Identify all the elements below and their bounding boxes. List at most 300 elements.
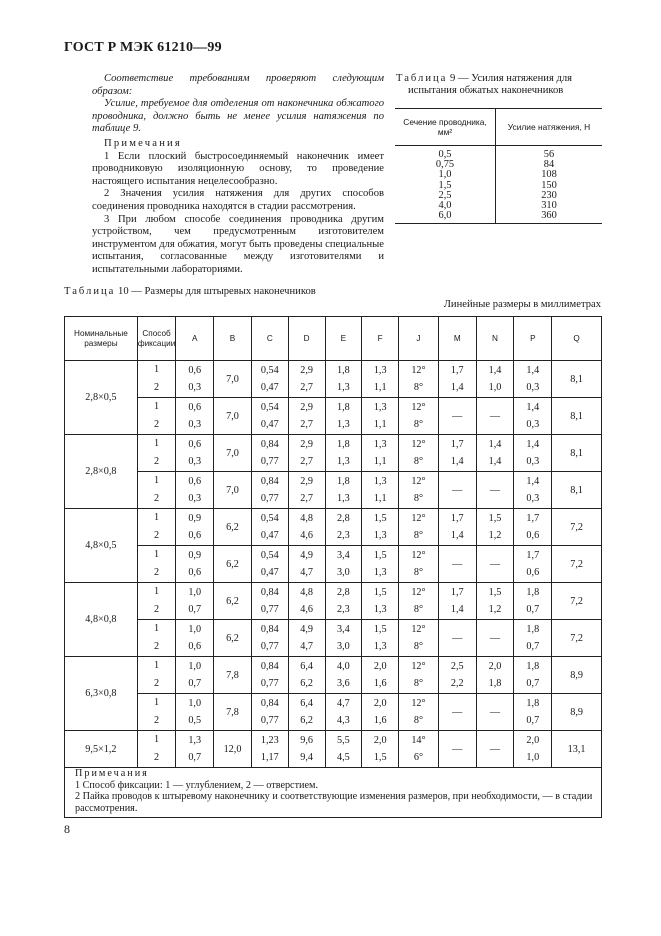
table10-fixation-cell: 1 <box>137 694 175 712</box>
table10-j-cell: 14° <box>399 731 439 749</box>
table10-c-cell: 0,54 <box>251 509 288 527</box>
table10-e-cell: 2,8 <box>325 583 362 601</box>
table10-d-cell: 2,9 <box>288 361 325 379</box>
table10-m-dash: — <box>438 620 476 657</box>
table9-force-cell: 108 <box>541 169 557 181</box>
table10-q-cell: 8,9 <box>552 694 602 731</box>
table10-n-dash: — <box>476 472 514 509</box>
table10-a-cell: 0,7 <box>176 674 214 694</box>
table10-note-2: 2 Пайка проводов к штыревому наконечнику и соответствующие изменения размеров, при необходимости, — в стадии рассмотрения. <box>75 791 593 814</box>
table10-c-cell: 0,47 <box>251 378 288 398</box>
table10-f-cell: 2,0 <box>362 694 399 712</box>
table10-j-cell: 8° <box>399 637 439 657</box>
table10-fixation-cell: 2 <box>137 600 175 620</box>
table10-m-cell: 1,7 <box>438 509 476 527</box>
table10-a-cell: 0,6 <box>176 435 214 453</box>
table10-p-cell: 1,8 <box>514 583 552 601</box>
table10-row <box>65 657 602 675</box>
table10-p-cell: 0,6 <box>514 563 552 583</box>
table10-header-d: D <box>288 317 325 361</box>
table10-row <box>65 748 602 768</box>
table10-c-cell: 0,77 <box>251 711 288 731</box>
table10-f-cell: 1,1 <box>362 378 399 398</box>
table10-f-cell: 2,0 <box>362 731 399 749</box>
table9-section-cell: 1,5 <box>395 181 496 191</box>
table10-c-cell: 0,84 <box>251 472 288 490</box>
table10-header-j: J <box>399 317 439 361</box>
table10-f-cell: 1,1 <box>362 452 399 472</box>
table10-caption-rest: 10 — Размеры для штыревых наконечников <box>118 286 316 297</box>
table10-p-cell: 0,3 <box>514 452 552 472</box>
table10-e-cell: 1,3 <box>325 452 362 472</box>
table10-header-p: P <box>514 317 552 361</box>
table10-fixation-cell: 2 <box>137 563 175 583</box>
page-number: 8 <box>64 822 70 836</box>
table10-b-cell: 6,2 <box>214 509 252 546</box>
table10-e-cell: 1,3 <box>325 378 362 398</box>
table10-n-cell: 1,4 <box>476 435 514 453</box>
table10-p-cell: 1,4 <box>514 472 552 490</box>
table10-b-cell: 6,2 <box>214 583 252 620</box>
table10-e-cell: 2,8 <box>325 509 362 527</box>
table10-a-cell: 0,6 <box>176 563 214 583</box>
table10-row <box>65 600 602 620</box>
table10-q-cell: 13,1 <box>552 731 602 768</box>
table10-p-cell: 1,0 <box>514 748 552 768</box>
table10-p-cell: 0,3 <box>514 378 552 398</box>
table9-body <box>395 146 602 224</box>
table10-d-cell: 2,9 <box>288 435 325 453</box>
table10-n-dash: — <box>476 620 514 657</box>
table10-q-cell: 7,2 <box>552 509 602 546</box>
table10-n-cell: 1,4 <box>476 452 514 472</box>
table10-fixation-cell: 1 <box>137 435 175 453</box>
table10-d-cell: 2,7 <box>288 378 325 398</box>
table10-row <box>65 398 602 416</box>
table10-a-cell: 0,6 <box>176 472 214 490</box>
table10-j-cell: 8° <box>399 526 439 546</box>
table10-row <box>65 620 602 638</box>
table10-m-dash: — <box>438 694 476 731</box>
table10-f-cell: 1,5 <box>362 748 399 768</box>
table10-j-cell: 8° <box>399 674 439 694</box>
page-header: ГОСТ Р МЭК 61210—99 <box>64 40 222 55</box>
table10-f-cell: 1,3 <box>362 563 399 583</box>
table10-e-cell: 2,3 <box>325 600 362 620</box>
table10-fixation-cell: 1 <box>137 398 175 416</box>
table10-c-cell: 0,84 <box>251 583 288 601</box>
table10-nominal-cell: 2,8×0,8 <box>65 435 138 509</box>
table10-b-cell: 6,2 <box>214 620 252 657</box>
table10-nominal-cell: 4,8×0,8 <box>65 583 138 657</box>
table10-row <box>65 583 602 601</box>
table10-row <box>65 711 602 731</box>
table10-f-cell: 1,5 <box>362 583 399 601</box>
table10-header-n: N <box>476 317 514 361</box>
table10-j-cell: 8° <box>399 415 439 435</box>
table10-c-cell: 0,54 <box>251 361 288 379</box>
table9-caption-rest: 9 — Усилия натяжения для <box>450 73 573 84</box>
table10-header-a: A <box>176 317 214 361</box>
table10-e-cell: 1,8 <box>325 435 362 453</box>
table10-b-cell: 7,8 <box>214 694 252 731</box>
table10-row <box>65 452 602 472</box>
table10-q-cell: 7,2 <box>552 546 602 583</box>
table10-header-m: M <box>438 317 476 361</box>
table10-j-cell: 8° <box>399 600 439 620</box>
table10-a-cell: 1,0 <box>176 657 214 675</box>
table10-n-cell: 1,5 <box>476 509 514 527</box>
table10-j-cell: 8° <box>399 563 439 583</box>
table10-m-dash: — <box>438 731 476 768</box>
table10-b-cell: 6,2 <box>214 546 252 583</box>
table9-force-cell: 56 <box>543 149 555 160</box>
table10-p-cell: 1,8 <box>514 620 552 638</box>
table10-row <box>65 694 602 712</box>
table10-f-cell: 1,3 <box>362 398 399 416</box>
table9-row <box>395 211 602 224</box>
table10-m-cell: 1,7 <box>438 435 476 453</box>
table10-a-cell: 0,9 <box>176 546 214 564</box>
table10-f-cell: 1,3 <box>362 472 399 490</box>
table10-n-cell: 1,8 <box>476 674 514 694</box>
table10-b-cell: 12,0 <box>214 731 252 768</box>
table9-force-cell: 310 <box>541 200 557 212</box>
table10-n-cell: 1,0 <box>476 378 514 398</box>
table10-header-nominal: Номинальные размеры <box>65 317 138 361</box>
table10-nominal-cell: 6,3×0,8 <box>65 657 138 731</box>
table9-row <box>395 170 602 180</box>
table10-m-dash: — <box>438 398 476 435</box>
table10-p-cell: 0,3 <box>514 415 552 435</box>
table10-p-cell: 0,7 <box>514 674 552 694</box>
table10-m-dash: — <box>438 546 476 583</box>
table9-force-cell: 230 <box>541 189 557 201</box>
table10-c-cell: 0,47 <box>251 563 288 583</box>
table10-j-cell: 8° <box>399 489 439 509</box>
table10-c-cell: 0,84 <box>251 620 288 638</box>
table10-b-cell: 7,0 <box>214 361 252 398</box>
table10-f-cell: 2,0 <box>362 657 399 675</box>
table10-body <box>65 361 602 768</box>
table10-header-e: E <box>325 317 362 361</box>
table10-j-cell: 12° <box>399 472 439 490</box>
table10-b-cell: 7,8 <box>214 657 252 694</box>
table10-e-cell: 1,8 <box>325 472 362 490</box>
table10-p-cell: 1,4 <box>514 435 552 453</box>
table10-p-cell: 0,7 <box>514 600 552 620</box>
table10-d-cell: 2,7 <box>288 452 325 472</box>
table10-a-cell: 0,7 <box>176 600 214 620</box>
table10-e-cell: 3,4 <box>325 620 362 638</box>
table10-f-cell: 1,3 <box>362 637 399 657</box>
table10-m-cell: 2,2 <box>438 674 476 694</box>
table10-p-cell: 1,8 <box>514 657 552 675</box>
table10-e-cell: 1,8 <box>325 398 362 416</box>
table9-force-cell: 84 <box>543 159 555 171</box>
table10-row <box>65 509 602 527</box>
table10-d-cell: 4,6 <box>288 526 325 546</box>
table10-p-cell: 1,4 <box>514 398 552 416</box>
table10-fixation-cell: 1 <box>137 583 175 601</box>
table10-d-cell: 2,7 <box>288 489 325 509</box>
table10-j-cell: 12° <box>399 435 439 453</box>
table10-note-1: 1 Способ фиксации: 1 — углублением, 2 — отверстием. <box>75 779 318 791</box>
table10-row <box>65 378 602 398</box>
table10-c-cell: 0,84 <box>251 435 288 453</box>
table10-n-dash: — <box>476 694 514 731</box>
table10-fixation-cell: 2 <box>137 674 175 694</box>
table10-n-dash: — <box>476 546 514 583</box>
table10-fixation-cell: 2 <box>137 452 175 472</box>
table10-c-cell: 0,77 <box>251 489 288 509</box>
table10-j-cell: 12° <box>399 546 439 564</box>
table10-f-cell: 1,6 <box>362 674 399 694</box>
table10-notes <box>64 766 602 818</box>
table10-d-cell: 4,9 <box>288 620 325 638</box>
table10-j-cell: 8° <box>399 378 439 398</box>
table10-p-cell: 2,0 <box>514 731 552 749</box>
table10-a-cell: 0,3 <box>176 378 214 398</box>
table10-a-cell: 0,3 <box>176 452 214 472</box>
table10-n-dash: — <box>476 398 514 435</box>
table10-e-cell: 4,7 <box>325 694 362 712</box>
table10-n-cell: 1,5 <box>476 583 514 601</box>
table10-d-cell: 6,2 <box>288 711 325 731</box>
table10-e-cell: 4,3 <box>325 711 362 731</box>
table10-fixation-cell: 1 <box>137 620 175 638</box>
table10-q-cell: 8,1 <box>552 472 602 509</box>
table9-section-cell: 0,75 <box>395 160 496 170</box>
table10-fixation-cell: 2 <box>137 748 175 768</box>
note-1: 1 Если плоский быстросоединяемый наконечник имеет проводниковую изоляционную основу, то проведение настоящего испытания нецелесообразно. <box>92 150 384 187</box>
table10-d-cell: 2,7 <box>288 415 325 435</box>
table10-c-cell: 0,77 <box>251 674 288 694</box>
table10-m-cell: 2,5 <box>438 657 476 675</box>
table10-a-cell: 0,5 <box>176 711 214 731</box>
table10-a-cell: 1,0 <box>176 694 214 712</box>
table10-m-cell: 1,4 <box>438 378 476 398</box>
table10-d-cell: 4,7 <box>288 563 325 583</box>
table10-q-cell: 7,2 <box>552 583 602 620</box>
table10-e-cell: 3,4 <box>325 546 362 564</box>
table10-f-cell: 1,1 <box>362 489 399 509</box>
table10-j-cell: 12° <box>399 361 439 379</box>
table10-p-cell: 1,7 <box>514 509 552 527</box>
table10-a-cell: 0,6 <box>176 398 214 416</box>
verification-requirement: Усилие, требуемое для отделения от наконечника обжатого проводника, должно быть не менее усилия натяжения по таблице 9. <box>92 98 384 135</box>
table10-fixation-cell: 2 <box>137 526 175 546</box>
table10-d-cell: 4,7 <box>288 637 325 657</box>
table10-b-cell: 7,0 <box>214 472 252 509</box>
table10-row <box>65 472 602 490</box>
table10-b-cell: 7,0 <box>214 435 252 472</box>
table9-caption <box>396 73 602 97</box>
table10-j-cell: 12° <box>399 694 439 712</box>
table10-fixation-cell: 1 <box>137 731 175 749</box>
table10-nominal-cell: 9,5×1,2 <box>65 731 138 768</box>
table10-header-b: B <box>214 317 252 361</box>
table10-n-cell: 1,4 <box>476 361 514 379</box>
table10-q-cell: 7,2 <box>552 620 602 657</box>
table10-a-cell: 1,0 <box>176 620 214 638</box>
notes-title: Примечания <box>104 137 182 149</box>
table10-m-cell: 1,4 <box>438 526 476 546</box>
table9-section-cell: 1,0 <box>395 170 496 180</box>
table10-p-cell: 0,7 <box>514 711 552 731</box>
table10-p-cell: 0,7 <box>514 637 552 657</box>
table10-j-cell: 12° <box>399 398 439 416</box>
table10-j-cell: 12° <box>399 583 439 601</box>
table10-c-cell: 0,47 <box>251 526 288 546</box>
table10-row <box>65 674 602 694</box>
table10-e-cell: 3,6 <box>325 674 362 694</box>
table10-c-cell: 1,17 <box>251 748 288 768</box>
table10-f-cell: 1,3 <box>362 600 399 620</box>
table10-row <box>65 637 602 657</box>
table10-row <box>65 415 602 435</box>
table10-f-cell: 1,5 <box>362 620 399 638</box>
table10-f-cell: 1,3 <box>362 435 399 453</box>
table10-units: Линейные размеры в миллиметрах <box>443 299 601 310</box>
table10-m-cell: 1,7 <box>438 361 476 379</box>
table10-e-cell: 2,3 <box>325 526 362 546</box>
table10-nominal-cell: 4,8×0,5 <box>65 509 138 583</box>
table10-e-cell: 4,0 <box>325 657 362 675</box>
table10-a-cell: 0,6 <box>176 361 214 379</box>
table10-d-cell: 4,8 <box>288 509 325 527</box>
table10-row <box>65 361 602 379</box>
table9 <box>395 108 602 224</box>
table10-d-cell: 4,6 <box>288 600 325 620</box>
table9-section-cell: 2,5 <box>395 191 496 201</box>
table10-c-cell: 0,54 <box>251 398 288 416</box>
table10-a-cell: 1,3 <box>176 731 214 749</box>
table10-d-cell: 2,9 <box>288 472 325 490</box>
table10-c-cell: 0,77 <box>251 600 288 620</box>
table10-f-cell: 1,5 <box>362 546 399 564</box>
table10-f-cell: 1,3 <box>362 361 399 379</box>
table10-header-fixation: Способ фиксации <box>137 317 175 361</box>
table10-d-cell: 6,4 <box>288 657 325 675</box>
table9-row <box>395 146 602 161</box>
table10-f-cell: 1,3 <box>362 526 399 546</box>
table10-fixation-cell: 1 <box>137 657 175 675</box>
table10-a-cell: 0,7 <box>176 748 214 768</box>
table10-n-cell: 1,2 <box>476 600 514 620</box>
table10-j-cell: 8° <box>399 711 439 731</box>
table9-section-cell: 6,0 <box>395 211 496 224</box>
table10-f-cell: 1,1 <box>362 415 399 435</box>
table10-a-cell: 0,3 <box>176 489 214 509</box>
table9-section-cell: 4,0 <box>395 201 496 211</box>
table10-row <box>65 435 602 453</box>
table10-d-cell: 2,9 <box>288 398 325 416</box>
table10-row <box>65 731 602 749</box>
table10-fixation-cell: 2 <box>137 415 175 435</box>
table9-force-cell: 360 <box>496 211 603 224</box>
table9-row <box>395 191 602 201</box>
table10-e-cell: 3,0 <box>325 563 362 583</box>
table10-n-dash: — <box>476 731 514 768</box>
note-3: 3 При любом способе соединения проводника другим устройством, чем предусмотренным изготовителем инструментом для обжатия, могут быть проведены специальные испытания, согласованные между изготовителями и испытательными лабораториями. <box>92 213 384 275</box>
table10-q-cell: 8,1 <box>552 398 602 435</box>
table10-fixation-cell: 2 <box>137 378 175 398</box>
table10-row <box>65 489 602 509</box>
table10-row <box>65 526 602 546</box>
table10-f-cell: 1,5 <box>362 509 399 527</box>
table10-row <box>65 563 602 583</box>
table10-a-cell: 0,6 <box>176 637 214 657</box>
table10-p-cell: 1,7 <box>514 546 552 564</box>
table10-fixation-cell: 1 <box>137 361 175 379</box>
table10-fixation-cell: 2 <box>137 637 175 657</box>
table10-j-cell: 8° <box>399 452 439 472</box>
table9-row <box>395 201 602 211</box>
table10-d-cell: 6,4 <box>288 694 325 712</box>
table10-n-cell: 1,2 <box>476 526 514 546</box>
table10-p-cell: 0,3 <box>514 489 552 509</box>
table10-e-cell: 1,8 <box>325 361 362 379</box>
table10-e-cell: 3,0 <box>325 637 362 657</box>
table10-m-cell: 1,4 <box>438 600 476 620</box>
table10-j-cell: 12° <box>399 620 439 638</box>
table10-m-cell: 1,4 <box>438 452 476 472</box>
note-2: 2 Значения усилия натяжения для других способов соединения проводника находятся в стадии рассмотрения. <box>92 188 384 212</box>
table10-a-cell: 1,0 <box>176 583 214 601</box>
table10-fixation-cell: 2 <box>137 489 175 509</box>
table10-header-q: Q <box>552 317 602 361</box>
table10-notes-title: Примечания <box>75 768 149 779</box>
table10-q-cell: 8,1 <box>552 435 602 472</box>
table9-row <box>395 160 602 170</box>
table9-section-cell: 0,5 <box>395 146 496 161</box>
table10-nominal-cell: 2,8×0,5 <box>65 361 138 435</box>
table10-a-cell: 0,6 <box>176 526 214 546</box>
table10-d-cell: 9,6 <box>288 731 325 749</box>
table10-fixation-cell: 1 <box>137 472 175 490</box>
table10-f-cell: 1,6 <box>362 711 399 731</box>
table10-q-cell: 8,1 <box>552 361 602 398</box>
table10-caption <box>64 286 316 297</box>
table9-row <box>395 181 602 191</box>
table10-c-cell: 1,23 <box>251 731 288 749</box>
table9-header-section: Сечение проводника, мм² <box>395 109 496 146</box>
table10-header-f: F <box>362 317 399 361</box>
table10-m-dash: — <box>438 472 476 509</box>
table9-header-force: Усилие натяжения, Н <box>496 109 603 146</box>
table9-caption-word: Таблица <box>396 73 448 84</box>
table10-j-cell: 6° <box>399 748 439 768</box>
table10-p-cell: 1,8 <box>514 694 552 712</box>
table10-a-cell: 0,9 <box>176 509 214 527</box>
table10-m-cell: 1,7 <box>438 583 476 601</box>
table10-c-cell: 0,84 <box>251 657 288 675</box>
table10-fixation-cell: 1 <box>137 509 175 527</box>
table10-p-cell: 0,6 <box>514 526 552 546</box>
table10-c-cell: 0,84 <box>251 694 288 712</box>
table10-e-cell: 4,5 <box>325 748 362 768</box>
table10-row <box>65 546 602 564</box>
table10-j-cell: 12° <box>399 509 439 527</box>
table10-d-cell: 4,9 <box>288 546 325 564</box>
left-column-text <box>92 73 384 277</box>
table10-fixation-cell: 1 <box>137 546 175 564</box>
table10-c-cell: 0,77 <box>251 637 288 657</box>
table10-caption-word: Таблица <box>64 286 116 297</box>
verification-intro: Соответствие требованиям проверяют следующим образом: <box>92 73 384 97</box>
table10-e-cell: 1,3 <box>325 489 362 509</box>
